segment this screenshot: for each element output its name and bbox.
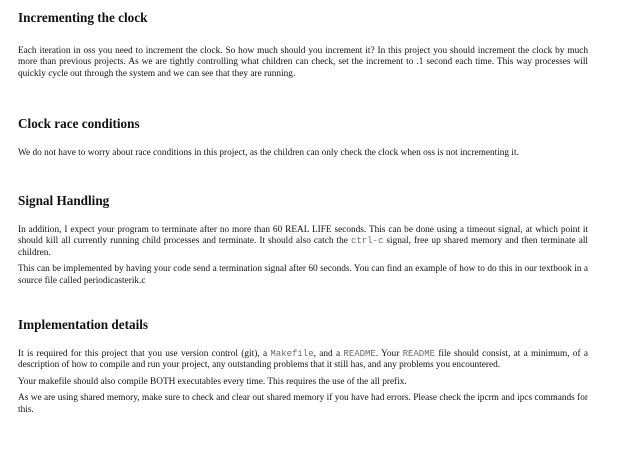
paragraph: We do not have to worry about race conditions in this project, as the children can only check the clock when oss is not incrementing it. (18, 148, 519, 158)
text-run: It is required for this project that you use version control (git), a (18, 349, 271, 359)
section-incrementing-clock (18, 10, 588, 80)
paragraph: Your makefile should also compile BOTH executables every time. This requires the use of the all prefix. (18, 376, 407, 387)
paragraph: As we are using shared memory, make sure to check and clear out shared memory if you have had errors. Please check the ipcrm and ipcs commands for this. (18, 393, 588, 415)
inline-code-readme: README (343, 349, 376, 359)
paragraph: Each iteration in oss you need to increment the clock. So how much should you increment it? In this project you should increment the clock by much more than previous projects. As we are tightly controlling what children can check, set the increment to .1 second each time. This way processes will quickly cycle out through the system and we can see that they are running. (18, 46, 588, 79)
section-clock-race (18, 116, 588, 159)
section-heading: Signal Handling (18, 193, 110, 208)
inline-code-makefile: Makefile (270, 349, 314, 359)
paragraph (18, 349, 588, 372)
text-run: . Your (375, 349, 403, 359)
paragraph: This can be implemented by having your code send a termination signal after 60 seconds. You can find an example of how to do this in our textbook in a source file called periodicasterik.c (18, 264, 588, 286)
inline-code-ctrl-c: ctrl-c (350, 236, 384, 247)
section-heading: Implementation details (18, 317, 149, 332)
text-run: , and a (313, 349, 344, 359)
text-run: In addition, I expect your program to terminate after no more than 60 REAL LIFE seconds. This can be done using a timeout signal, at which point it should kill all currently running child processes and terminate. It should also catch the (18, 225, 588, 247)
inline-code-readme: README (402, 349, 436, 359)
paragraph (18, 225, 588, 259)
section-heading: Incrementing the clock (18, 10, 148, 25)
section-signal-handling (18, 193, 588, 287)
section-implementation-details (18, 317, 588, 416)
text-run: signal, free up shared memory and then terminate all children. (18, 236, 588, 258)
section-heading: Clock race conditions (18, 116, 140, 131)
text-run: file should consist, at a minimum, of a description of how to compile and run your project, any outstanding problems that it still has, and any problems you encountered. (18, 349, 588, 371)
